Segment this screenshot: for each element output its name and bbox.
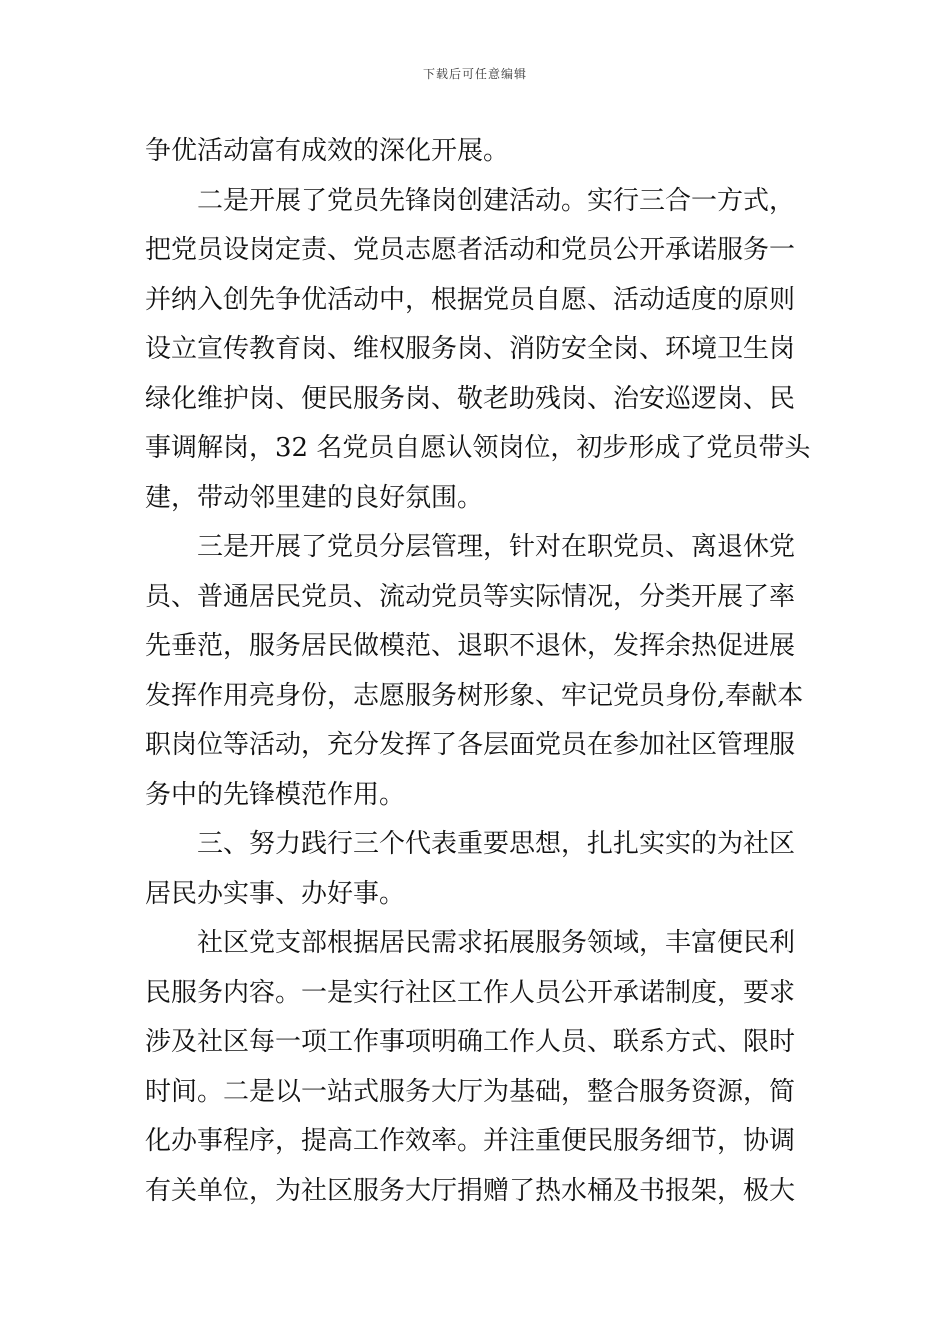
text-line: 务中的先锋模范作用。 bbox=[145, 779, 406, 810]
text-line: 居民办实事、办好事。 bbox=[145, 878, 406, 909]
text-line: 并纳入创先争优活动中，根据党员自愿、活动适度的原则 bbox=[145, 284, 796, 315]
text-line: 三、努力践行三个代表重要思想，扎扎实实的为社区 bbox=[145, 829, 796, 859]
text-line: 设立宣传教育岗、维权服务岗、消防安全岗、环境卫生岗 bbox=[145, 334, 796, 364]
text-line: 三是开展了党员分层管理，针对在职党员、离退休党 bbox=[145, 532, 796, 562]
text-line: 化办事程序，提高工作效率。并注重便民服务细节，协调 bbox=[145, 1126, 796, 1156]
text-line: 先垂范，服务居民做模范、退职不退休，发挥余热促进展 bbox=[145, 631, 796, 661]
text-line: 争优活动富有成效的深化开展。 bbox=[145, 136, 510, 166]
text-line: 社区党支部根据居民需求拓展服务领域，丰富便民利 bbox=[145, 928, 796, 958]
text-line: 有关单位，为社区服务大厅捐赠了热水桶及书报架，极大 bbox=[145, 1175, 796, 1206]
text-line: 建，带动邻里建的良好氛围。 bbox=[145, 482, 484, 513]
text-line: 把党员设岗定责、党员志愿者活动和党员公开承诺服务一 bbox=[145, 235, 796, 265]
text-line: 职岗位等活动，充分发挥了各层面党员在参加社区管理服 bbox=[145, 730, 796, 760]
text-line: 二是开展了党员先锋岗创建活动。实行三合一方式， bbox=[145, 185, 796, 216]
text-line: 民服务内容。一是实行社区工作人员公开承诺制度，要求 bbox=[145, 977, 796, 1008]
text-line: 员、普通居民党员、流动党员等实际情况，分类开展了率 bbox=[145, 581, 796, 612]
text-line: 事调解岗，32 名党员自愿认领岗位，初步形成了党员带头 bbox=[145, 433, 810, 463]
document-body bbox=[145, 127, 810, 1216]
text-line: 发挥作用亮身份，志愿服务树形象、牢记党员身份,奉献本 bbox=[145, 680, 804, 711]
page-header: 下载后可任意编辑 bbox=[422, 67, 527, 81]
text-line: 绿化维护岗、便民服务岗、敬老助残岗、治安巡逻岗、民 bbox=[145, 383, 796, 414]
text-line: 涉及社区每一项工作事项明确工作人员、联系方式、限时 bbox=[145, 1027, 796, 1057]
text-line: 时间。二是以一站式服务大厅为基础，整合服务资源，简 bbox=[145, 1076, 796, 1107]
